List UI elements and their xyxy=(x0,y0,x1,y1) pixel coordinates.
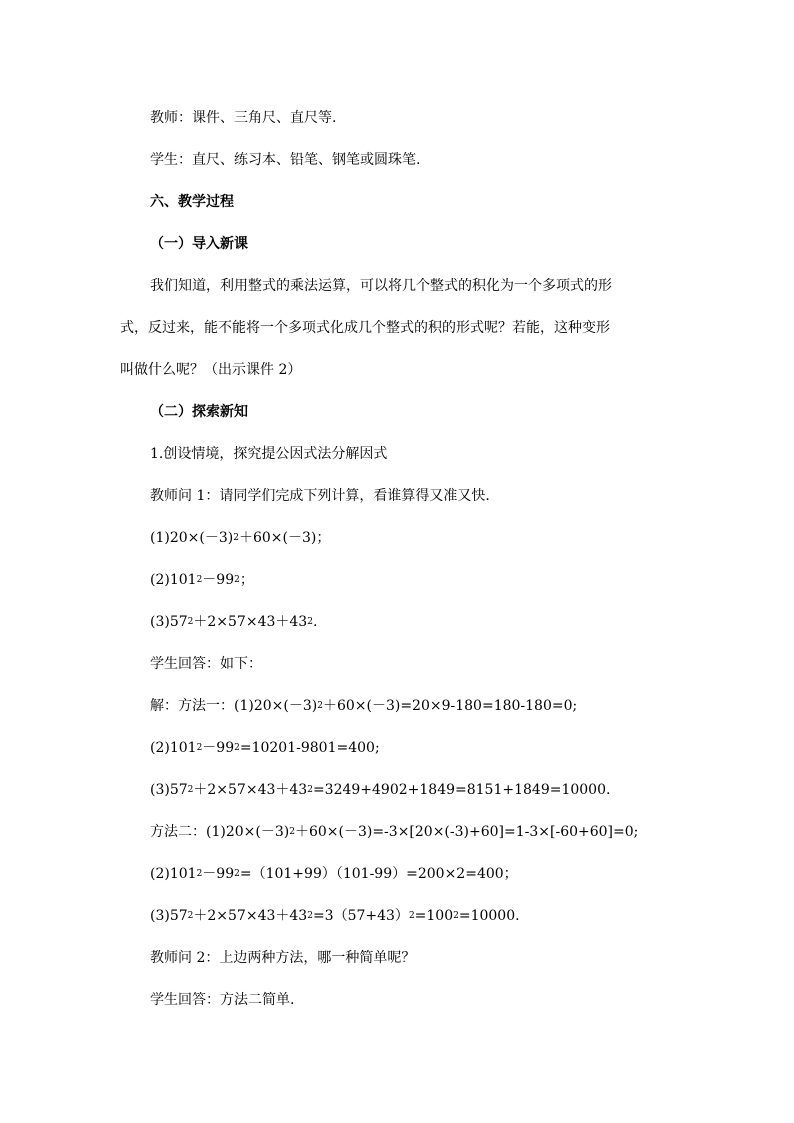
student-answer-intro: 学生回答：如下： xyxy=(150,656,262,672)
teacher-question-2: 教师问 2：上边两种方法，哪一种简单呢？ xyxy=(150,950,416,966)
prep-teacher: 教师：课件、三角尺、直尺等. xyxy=(150,110,337,126)
section-heading: 六、教学过程 xyxy=(150,194,234,210)
exercise-3: $(3)57^2+2\times 57\times 43+43^2$. xyxy=(150,614,318,630)
method-2-line-3: $(3)57^2+2\times 57\times 43+43^2=3(57+43)^2=100^2=10000$. xyxy=(150,908,520,924)
part1-paragraph-line-3: 叫做什么呢？（出示课件 2） xyxy=(120,362,302,378)
part1-paragraph-line-1: 我们知道，利用整式的乘法运算，可以将几个整式的积化为一个多项式的形 xyxy=(150,278,612,294)
method-1-line-3: $(3)57^2+2\times 57\times 43+43^2=3249+4902+1849=8151+1849=10000$. xyxy=(150,782,611,798)
method-1-line-2: $(2)101^2-99^2=10201-9801=400$; xyxy=(150,740,380,756)
exercise-2: $(2)101^2-99^2$； xyxy=(150,572,254,588)
part2-heading: （二）探索新知 xyxy=(150,404,248,420)
student-answer-2: 学生回答：方法二简单. xyxy=(150,992,295,1008)
part1-heading: （一）导入新课 xyxy=(150,236,248,252)
part2-subheading: 1.创设情境，探究提公因式法分解因式 xyxy=(150,446,388,462)
part1-paragraph-line-2: 式，反过来，能不能将一个多项式化成几个整式的积的形式呢？若能，这种变形 xyxy=(120,320,610,336)
method-2-line-1: 方法二：$(1)20\times(-3)^2+60\times(-3)=-3\times[20\times(-3)+60]=1-3\times[-60+60]=0$; xyxy=(150,824,639,840)
prep-student: 学生：直尺、练习本、铅笔、钢笔或圆珠笔. xyxy=(150,152,421,168)
teacher-question-1: 教师问 1：请同学们完成下列计算，看谁算得又准又快. xyxy=(150,488,490,504)
exercise-1: $(1)20\times(-3)^2+60\times(-3)$； xyxy=(150,530,331,546)
method-2-line-2: $(2)101^2-99^2=(101+99)(101-99)=200\times 2=400$； xyxy=(150,866,518,882)
method-1-line-1: 解：方法一：$(1)20\times(-3)^2+60\times(-3)=20\times 9-180=180-180=0$; xyxy=(150,698,578,714)
